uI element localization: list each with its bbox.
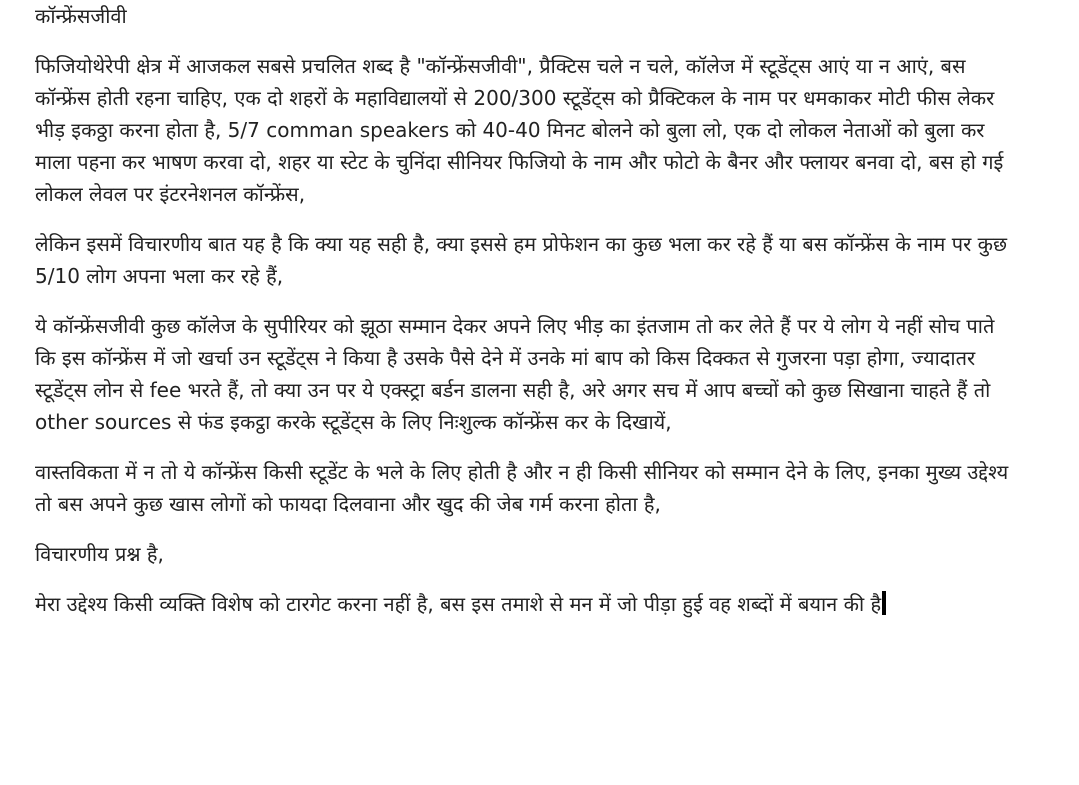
paragraph: लेकिन इसमें विचारणीय बात यह है कि क्या यह सही है, क्या इससे हम प्रोफेशन का कुछ भला कर रहे हैं या बस कॉन्फ्रेंस के नाम पर कुछ 5/10 लोग अपना भला कर रहे हैं, <box>35 232 1008 288</box>
paragraph: फिजियोथेरेपी क्षेत्र में आजकल सबसे प्रचलित शब्द है "कॉन्फ्रेंसजीवी", प्रैक्टिस चले न चले, कॉलेज में स्टूडेंट्स आएं या न आएं, बस कॉन्फ्रेंस होती रहना चाहिए, एक दो शहरों के महाविद्यालयों से 200/300 स्टूडेंट्स को प्रैक्टिकल के नाम पर धमकाकर मोटी फीस लेकर भीड़ इकठ्ठा करना होता है, 5/7 comman speakers को 40-40 मिनट बोलने को बुला लो, एक दो लोकल नेताओं को बुला कर माला पहना कर भाषण करवा दो, शहर या स्टेट के चुनिंदा सीनियर फिजियो के नाम और फोटो के बैनर और फ्लायर बनवा दो, बस हो गई लोकल लेवल पर इंटरनेशनल कॉन्फ्रेंस, <box>35 54 1004 206</box>
last-paragraph[interactable] <box>35 588 1010 620</box>
document-body[interactable] <box>35 0 1010 638</box>
paragraph: विचारणीय प्रश्न है, <box>35 542 164 566</box>
text-cursor <box>882 591 886 615</box>
document-title: कॉन्फ्रेंसजीवी <box>35 4 127 28</box>
paragraph: ये कॉन्फ्रेंसजीवी कुछ कॉलेज के सुपीरियर को झूठा सम्मान देकर अपने लिए भीड़ का इंतजाम तो कर लेते हैं पर ये लोग ये नहीं सोच पाते कि इस कॉन्फ्रेंस में जो खर्चा उन स्टूडेंट्स ने किया है उसके पैसे देने में उनके मां बाप को किस दिक्कत से गुजरना पड़ा होगा, ज्यादातर स्टूडेंट्स लोन से fee भरते हैं, तो क्या उन पर ये एक्स्ट्रा बर्डन डालना सही है, अरे अगर सच में आप बच्चों को कुछ सिखाना चाहते हैं तो other sources से फंड इकट्ठा करके स्टूडेंट्स के लिए निःशुल्क कॉन्फ्रेंस कर के दिखायें, <box>35 314 995 434</box>
paragraph: वास्तविकता में न तो ये कॉन्फ्रेंस किसी स्टूडेंट के भले के लिए होती है और न ही किसी सीनियर को सम्मान देने के लिए, इनका मुख्य उद्देश्य तो बस अपने कुछ खास लोगों को फायदा दिलवाना और खुद की जेब गर्म करना होता है, <box>35 460 1009 516</box>
paragraph-text: मेरा उद्देश्य किसी व्यक्ति विशेष को टारगेट करना नहीं है, बस इस तमाशे से मन में जो पीड़ा हुई वह शब्दों में बयान की है <box>35 592 882 616</box>
